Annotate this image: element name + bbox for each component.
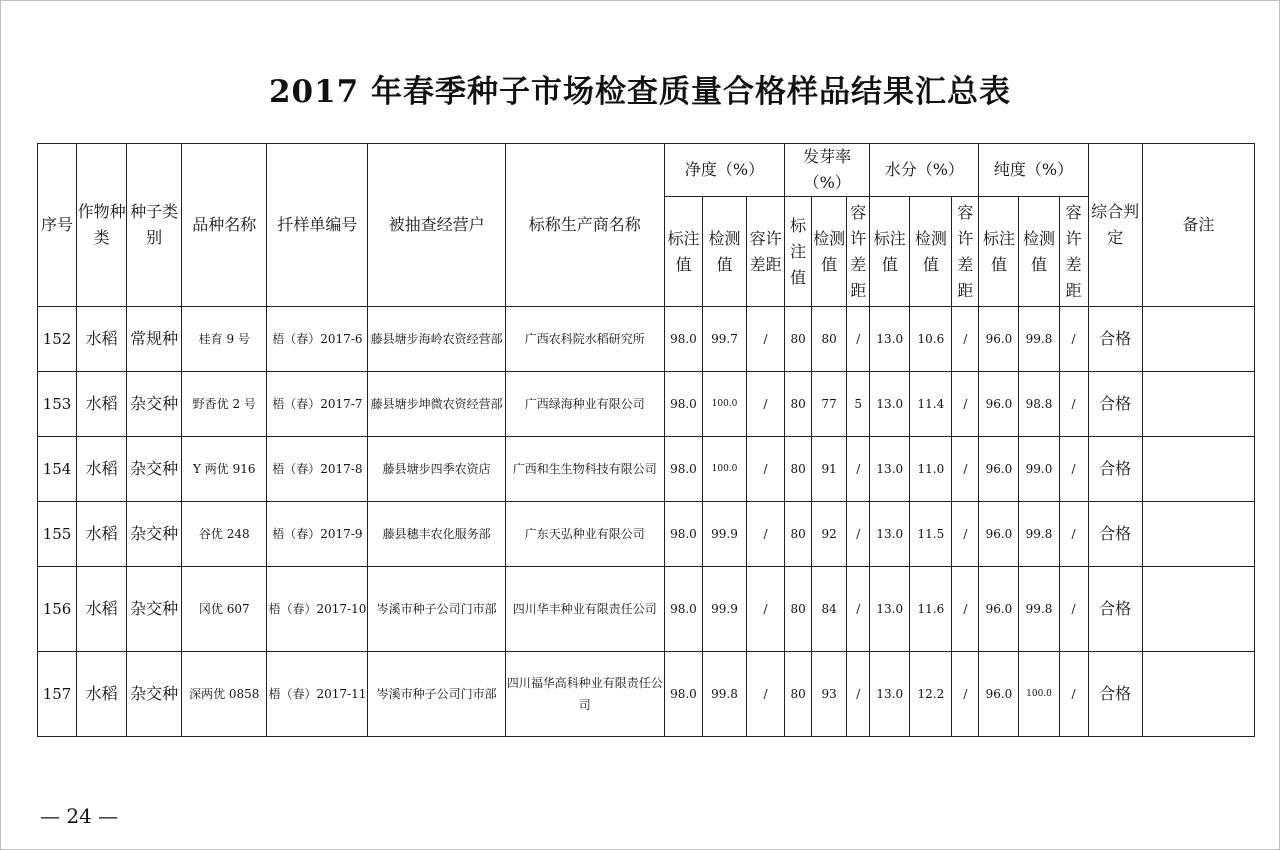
cell-moist-tol: /: [952, 307, 979, 372]
cell-pure-label: 96.0: [979, 567, 1019, 652]
cell-serial: 156: [38, 567, 77, 652]
cell-germ-label: 80: [785, 372, 812, 437]
cell-sample: 梧（春）2017-10: [267, 567, 368, 652]
cell-remarks: [1142, 502, 1254, 567]
cell-clean-label: 98.0: [664, 307, 702, 372]
cell-remarks: [1142, 567, 1254, 652]
cell-category: 杂交种: [127, 372, 182, 437]
cell-moist-label: 13.0: [870, 502, 910, 567]
header-group-germination: 发芽率（%）: [785, 144, 870, 197]
cell-category: 杂交种: [127, 567, 182, 652]
cell-pure-tol: /: [1059, 567, 1088, 652]
cell-clean-test: 100.0: [702, 372, 746, 437]
table-row: [38, 652, 1255, 737]
cell-category: 杂交种: [127, 437, 182, 502]
cell-crop: 水稻: [77, 652, 127, 737]
cell-verdict: 合格: [1088, 437, 1142, 502]
header-pure-tested: 检测值: [1019, 197, 1059, 307]
cell-seller: 岑溪市种子公司门市部: [368, 652, 505, 737]
cell-pure-label: 96.0: [979, 307, 1019, 372]
cell-verdict: 合格: [1088, 502, 1142, 567]
cell-moist-test: 11.4: [910, 372, 952, 437]
cell-pure-tol: /: [1059, 437, 1088, 502]
cell-serial: 155: [38, 502, 77, 567]
cell-pure-tol: /: [1059, 652, 1088, 737]
cell-remarks: [1142, 372, 1254, 437]
cell-pure-tol: /: [1059, 502, 1088, 567]
cell-germ-tol: /: [847, 567, 870, 652]
page-number: — 24 —: [40, 804, 119, 828]
cell-moist-label: 13.0: [870, 307, 910, 372]
cell-germ-label: 80: [785, 567, 812, 652]
cell-seller: 藤县塘步海岭农资经营部: [368, 307, 505, 372]
cell-crop: 水稻: [77, 567, 127, 652]
cell-clean-label: 98.0: [664, 437, 702, 502]
cell-germ-tol: /: [847, 307, 870, 372]
cell-moist-label: 13.0: [870, 652, 910, 737]
cell-clean-tol: /: [747, 567, 785, 652]
header-clean-tested: 检测值: [702, 197, 746, 307]
cell-moist-tol: /: [952, 437, 979, 502]
table-row: [38, 437, 1255, 502]
header-germ-tested: 检测值: [812, 197, 847, 307]
cell-moist-test: 11.5: [910, 502, 952, 567]
cell-pure-tol: /: [1059, 372, 1088, 437]
cell-germ-label: 80: [785, 502, 812, 567]
cell-variety: 桂育 9 号: [182, 307, 267, 372]
results-table: [37, 143, 1255, 737]
cell-germ-label: 80: [785, 652, 812, 737]
cell-pure-test: 99.8: [1019, 307, 1059, 372]
cell-remarks: [1142, 437, 1254, 502]
cell-moist-tol: /: [952, 652, 979, 737]
cell-crop: 水稻: [77, 372, 127, 437]
cell-variety: 谷优 248: [182, 502, 267, 567]
cell-germ-tol: 5: [847, 372, 870, 437]
cell-variety: Y 两优 916: [182, 437, 267, 502]
cell-seller: 藤县塘步四季农资店: [368, 437, 505, 502]
cell-clean-label: 98.0: [664, 372, 702, 437]
cell-pure-label: 96.0: [979, 372, 1019, 437]
cell-remarks: [1142, 307, 1254, 372]
header-crop-type: 作物种类: [77, 144, 127, 307]
cell-pure-label: 96.0: [979, 652, 1019, 737]
table-row: [38, 502, 1255, 567]
page-title: 2017 年春季种子市场检查质量合格样品结果汇总表: [268, 74, 1012, 110]
cell-moist-test: 11.0: [910, 437, 952, 502]
cell-moist-tol: /: [952, 567, 979, 652]
header-clean-tolerance: 容许差距: [747, 197, 785, 307]
cell-maker: 广东天弘种业有限公司: [505, 502, 664, 567]
header-serial: 序号: [38, 144, 77, 307]
cell-germ-test: 77: [812, 372, 847, 437]
cell-crop: 水稻: [77, 307, 127, 372]
header-verdict: 综合判定: [1088, 144, 1142, 307]
cell-variety: 深两优 0858: [182, 652, 267, 737]
header-moist-tested: 检测值: [910, 197, 952, 307]
cell-serial: 153: [38, 372, 77, 437]
cell-pure-test: 98.8: [1019, 372, 1059, 437]
cell-variety: 冈优 607: [182, 567, 267, 652]
cell-clean-label: 98.0: [664, 567, 702, 652]
cell-serial: 157: [38, 652, 77, 737]
cell-clean-test: 99.7: [702, 307, 746, 372]
cell-clean-label: 98.0: [664, 652, 702, 737]
cell-verdict: 合格: [1088, 652, 1142, 737]
table-row: [38, 372, 1255, 437]
cell-moist-test: 12.2: [910, 652, 952, 737]
cell-pure-test: 99.0: [1019, 437, 1059, 502]
cell-sample: 梧（春）2017-7: [267, 372, 368, 437]
cell-verdict: 合格: [1088, 307, 1142, 372]
header-seller: 被抽查经营户: [368, 144, 505, 307]
cell-serial: 154: [38, 437, 77, 502]
cell-remarks: [1142, 652, 1254, 737]
cell-seller: 藤县塘步坤微农资经营部: [368, 372, 505, 437]
header-group-moisture: 水分（%）: [870, 144, 979, 197]
cell-pure-tol: /: [1059, 307, 1088, 372]
header-clean-labeled: 标注值: [664, 197, 702, 307]
header-sample-no: 扦样单编号: [267, 144, 368, 307]
cell-variety: 野香优 2 号: [182, 372, 267, 437]
header-seed-category: 种子类别: [127, 144, 182, 307]
cell-pure-label: 96.0: [979, 502, 1019, 567]
cell-clean-tol: /: [747, 372, 785, 437]
cell-germ-test: 91: [812, 437, 847, 502]
cell-germ-tol: /: [847, 502, 870, 567]
cell-clean-test: 99.9: [702, 502, 746, 567]
cell-germ-label: 80: [785, 307, 812, 372]
cell-germ-test: 84: [812, 567, 847, 652]
cell-category: 常规种: [127, 307, 182, 372]
cell-verdict: 合格: [1088, 567, 1142, 652]
cell-category: 杂交种: [127, 652, 182, 737]
cell-germ-test: 92: [812, 502, 847, 567]
header-pure-labeled: 标注值: [979, 197, 1019, 307]
cell-moist-label: 13.0: [870, 567, 910, 652]
header-variety-name: 品种名称: [182, 144, 267, 307]
cell-maker: 四川福华高科种业有限责任公司: [505, 652, 664, 737]
cell-moist-label: 13.0: [870, 437, 910, 502]
header-remarks: 备注: [1142, 144, 1254, 307]
cell-clean-tol: /: [747, 502, 785, 567]
cell-moist-test: 11.6: [910, 567, 952, 652]
cell-sample: 梧（春）2017-9: [267, 502, 368, 567]
cell-verdict: 合格: [1088, 372, 1142, 437]
header-moist-labeled: 标注值: [870, 197, 910, 307]
cell-moist-tol: /: [952, 372, 979, 437]
header-manufacturer: 标称生产商名称: [505, 144, 664, 307]
cell-clean-test: 99.8: [702, 652, 746, 737]
cell-seller: 藤县穗丰农化服务部: [368, 502, 505, 567]
cell-germ-tol: /: [847, 437, 870, 502]
cell-clean-tol: /: [747, 307, 785, 372]
cell-germ-test: 93: [812, 652, 847, 737]
cell-germ-test: 80: [812, 307, 847, 372]
header-moist-tolerance: 容许差距: [952, 197, 979, 307]
table-row: [38, 307, 1255, 372]
cell-maker: 四川华丰种业有限责任公司: [505, 567, 664, 652]
cell-pure-test: 100.0: [1019, 652, 1059, 737]
cell-pure-test: 99.8: [1019, 502, 1059, 567]
cell-clean-label: 98.0: [664, 502, 702, 567]
cell-pure-test: 99.8: [1019, 567, 1059, 652]
cell-moist-test: 10.6: [910, 307, 952, 372]
header-group-clean: 净度（%）: [664, 144, 784, 197]
header-germ-tolerance: 容许差距: [847, 197, 870, 307]
table-row: [38, 567, 1255, 652]
cell-clean-test: 99.9: [702, 567, 746, 652]
cell-serial: 152: [38, 307, 77, 372]
cell-germ-tol: /: [847, 652, 870, 737]
cell-sample: 梧（春）2017-8: [267, 437, 368, 502]
cell-maker: 广西农科院水稻研究所: [505, 307, 664, 372]
cell-crop: 水稻: [77, 502, 127, 567]
cell-pure-label: 96.0: [979, 437, 1019, 502]
header-germ-labeled: 标注值: [785, 197, 812, 307]
header-pure-tolerance: 容许差距: [1059, 197, 1088, 307]
cell-maker: 广西绿海种业有限公司: [505, 372, 664, 437]
header-group-purity: 纯度（%）: [979, 144, 1088, 197]
cell-category: 杂交种: [127, 502, 182, 567]
cell-moist-tol: /: [952, 502, 979, 567]
cell-sample: 梧（春）2017-11: [267, 652, 368, 737]
cell-germ-label: 80: [785, 437, 812, 502]
cell-clean-tol: /: [747, 652, 785, 737]
cell-sample: 梧（春）2017-6: [267, 307, 368, 372]
cell-crop: 水稻: [77, 437, 127, 502]
cell-seller: 岑溪市种子公司门市部: [368, 567, 505, 652]
cell-moist-label: 13.0: [870, 372, 910, 437]
cell-clean-tol: /: [747, 437, 785, 502]
cell-maker: 广西和生生物科技有限公司: [505, 437, 664, 502]
cell-clean-test: 100.0: [702, 437, 746, 502]
